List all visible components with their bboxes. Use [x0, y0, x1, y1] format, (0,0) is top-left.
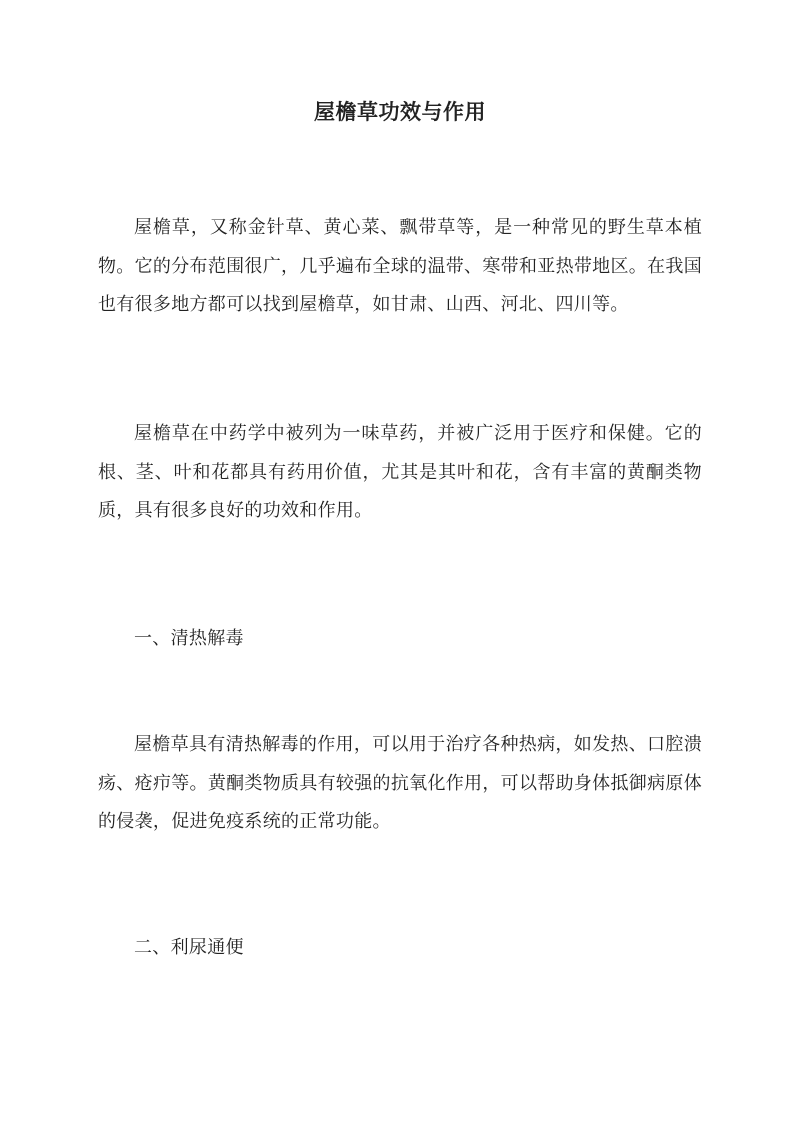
section-heading-2: 二、利尿通便 [134, 937, 244, 958]
medicinal-value-paragraph: 屋檐草在中药学中被列为一味草药，并被广泛用于医疗和保健。它的根、茎、叶和花都具有药用价值，尤其是其叶和花，含有丰富的黄酮类物质，具有很多良好的功效和作用。 [98, 423, 702, 521]
intro-paragraph: 屋檐草，又称金针草、黄心菜、飘带草等，是一种常见的野生草本植物。它的分布范围很广，几乎遍布全球的温带、寒带和亚热带地区。在我国也有很多地方都可以找到屋檐草，如甘肃、山西、河北、四川等。 [98, 217, 702, 315]
section-1-paragraph: 屋檐草具有清热解毒的作用，可以用于治疗各种热病，如发热、口腔溃疡、疮疖等。黄酮类物质具有较强的抗氧化作用，可以帮助身体抵御病原体的侵袭，促进免疫系统的正常功能。 [98, 734, 702, 832]
section-heading-1: 一、清热解毒 [134, 628, 244, 649]
document-title: 屋檐草功效与作用 [314, 99, 486, 124]
